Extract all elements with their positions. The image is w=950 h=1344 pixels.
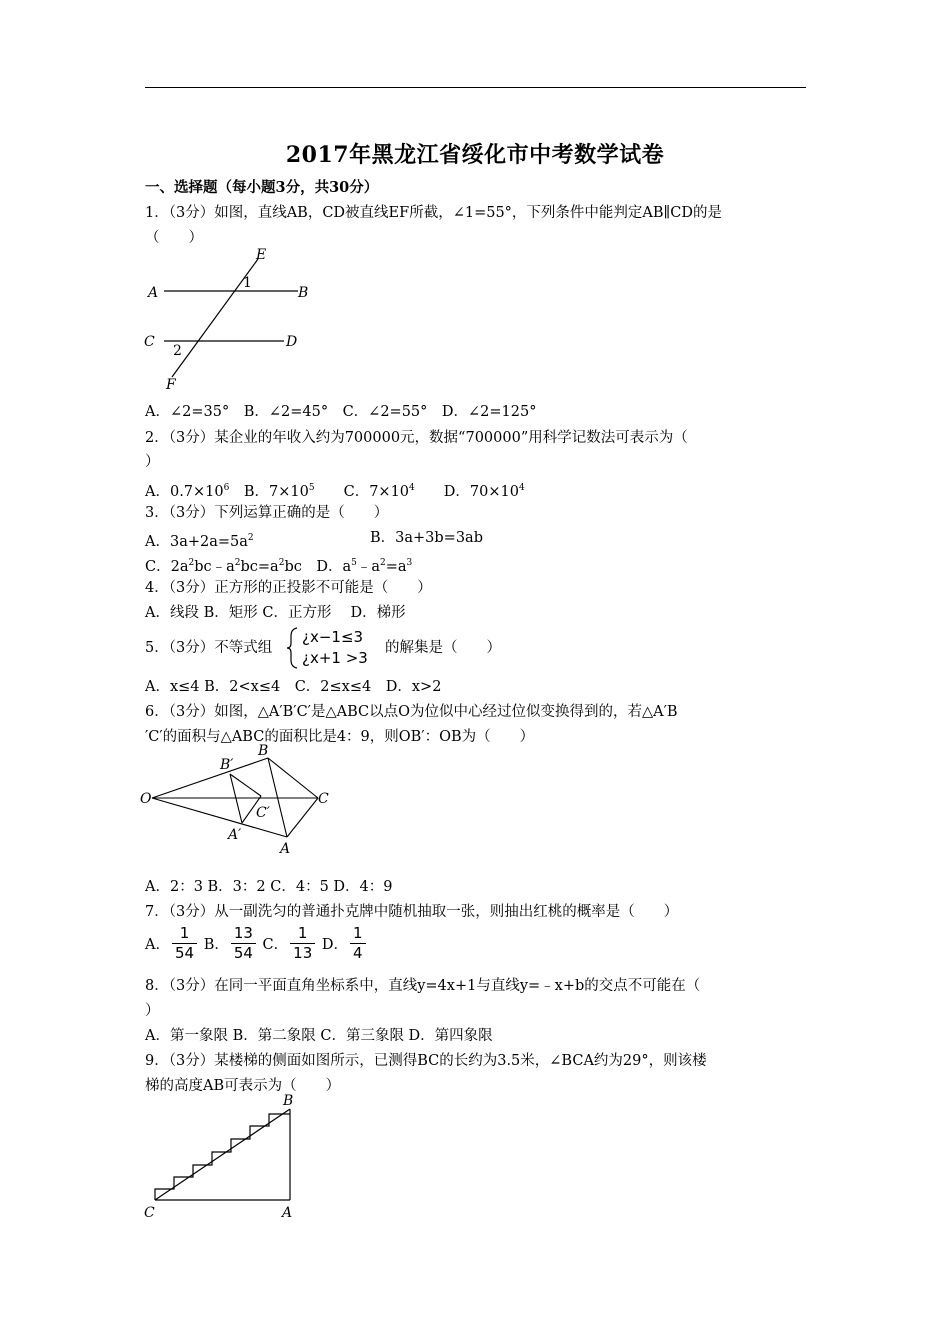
q6-label-b-prime: B′ [220, 757, 234, 773]
section-heading: 一、选择题（每小题3分，共30分） [145, 179, 379, 196]
q1-label-a: A [148, 285, 159, 301]
q6-label-o: O [140, 791, 152, 807]
q7-opt-c-label: C． [262, 937, 289, 953]
q7-stem: 7．（3分）从一副洗匀的普通扑克牌中随机抽取一张，则抽出红桃的概率是（ ） [145, 904, 679, 920]
q1-label-b: B [298, 285, 309, 301]
q7-opt-c-fraction [290, 924, 315, 963]
q5-row2: ¿x+1 >3 [302, 649, 368, 667]
q2-stem-cont: ） [145, 454, 160, 470]
q1-figure [140, 245, 320, 395]
q1-stem: 1．（3分）如图，直线AB，CD被直线EF所截，∠1=55°，下列条件中能判定AB∥CD的是 [145, 205, 722, 221]
q6-label-a-prime: A′ [228, 827, 242, 843]
q5-row1: ¿x−1≤3 [302, 628, 364, 646]
q8-options: A．第一象限 B．第二象限 C．第三象限 D．第四象限 [145, 1028, 493, 1044]
q4-options: A．线段 B．矩形 C．正方形 D．梯形 [145, 605, 406, 621]
q7-options [145, 924, 368, 963]
q3-opt-c4: bc [284, 559, 302, 575]
q7-opt-b-den: 54 [233, 944, 253, 962]
q2-opt-a: A．0.7×10 [145, 484, 224, 500]
q2-opt-c: C．7×10 [314, 484, 410, 500]
q2-opt-d-exp: 4 [518, 483, 525, 493]
q1-label-c: C [144, 334, 155, 350]
q8-stem-cont: ） [145, 1003, 160, 1019]
q7-opt-a-fraction [172, 924, 197, 963]
q7-opt-d-den: 4 [353, 944, 363, 962]
q1-label-angle1: 1 [243, 275, 252, 291]
q2-opt-b: B．7×10 [229, 484, 309, 500]
q3-opt-d3-exp: 3 [406, 558, 413, 568]
q3-opt-c2: bc﹣a [194, 559, 235, 575]
q7-opt-c-den: 13 [293, 944, 313, 962]
q9-stem: 9．（3分）某楼梯的侧面如图所示，已测得BC的长约为3.5米，∠BCA约为29°，则该楼 [145, 1053, 707, 1069]
q3-opt-c3-exp: 2 [278, 558, 285, 568]
q3-options-row1 [145, 528, 254, 552]
q9-label-a: A [282, 1205, 293, 1221]
q3-opt-d1: D．a [301, 559, 352, 575]
q3-opt-a-exp: 2 [247, 533, 254, 543]
q9-label-b: B [283, 1093, 294, 1109]
q4-stem: 4．（3分）正方形的正投影不可能是（ ） [145, 580, 432, 596]
page-title: 2017年黑龙江省绥化市中考数学试卷 [285, 142, 665, 168]
q7-opt-d-fraction [350, 924, 366, 963]
q8-stem: 8．（3分）在同一平面直角坐标系中，直线y=4x+1与直线y=﹣x+b的交点不可能在（ [145, 978, 701, 994]
q5-options: A．x≤4 B．2<x≤4 C．2≤x≤4 D．x>2 [145, 679, 442, 695]
q3-opt-b: B．3a+3b=3ab [370, 530, 483, 546]
q2-opt-d: D．70×10 [414, 484, 519, 500]
q1-label-angle2: 2 [173, 343, 182, 359]
q5-stem-tail: 的解集是（ ） [385, 640, 501, 656]
q9-stem-cont: 梯的高度AB可表示为（ ） [145, 1078, 341, 1094]
q6-label-c-prime: C′ [256, 805, 270, 821]
q7-opt-d-label: D． [321, 937, 348, 953]
q6-options: A．2：3 B．3：2 C．4：5 D．4：9 [145, 879, 393, 895]
q3-opt-d2-exp: 2 [380, 558, 386, 568]
q2-opt-c-exp: 4 [409, 483, 415, 493]
q7-opt-a-num: 1 [172, 924, 197, 944]
q1-label-f: F [166, 377, 176, 393]
q6-stem-cont: ′C′的面积与△ABC的面积比是4：9，则OB′：OB为（ ） [145, 729, 535, 745]
q6-label-c: C [318, 791, 329, 807]
q2-options [145, 478, 525, 502]
q3-stem: 3．（3分）下列运算正确的是（ ） [145, 505, 389, 521]
q1-stem-cont: （ ） [145, 230, 203, 246]
q3-opt-d3: =a [385, 559, 407, 575]
q3-opt-c1-exp: 2 [188, 558, 195, 568]
q2-opt-b-exp: 5 [308, 483, 315, 493]
q6-label-b: B [258, 743, 269, 759]
q1-label-d: D [286, 334, 298, 350]
q3-opt-c2-exp: 2 [234, 558, 241, 568]
q7-opt-a-den: 54 [174, 944, 195, 962]
q7-opt-b-label: B． [203, 937, 229, 953]
q1-options: A．∠2=35° B．∠2=45° C．∠2=55° D．∠2=125° [145, 404, 537, 420]
q7-opt-a-label: A． [145, 937, 170, 953]
q5-stem: 5．（3分）不等式组 [145, 640, 273, 656]
q5-brace [286, 627, 300, 669]
q7-opt-b-num: 13 [231, 924, 256, 944]
q9-label-c: C [144, 1205, 155, 1221]
q2-stem: 2．（3分）某企业的年收入约为700000元，数据“700000”用科学记数法可表示为（ [145, 430, 688, 446]
q7-opt-d-num: 1 [350, 924, 366, 944]
header-rule [145, 87, 806, 88]
q3-options-row2 [145, 553, 412, 577]
q6-label-a: A [280, 841, 291, 857]
q1-label-e: E [256, 247, 267, 263]
q3-opt-c1: C．2a [145, 559, 189, 575]
q3-opt-d2: ﹣a [356, 559, 381, 575]
q6-stem: 6．（3分）如图，△A′B′C′是△ABC以点O为位似中心经过位似变换得到的，若△A′B [145, 704, 678, 720]
q3-opt-c3: bc=a [240, 559, 279, 575]
q9-figure [140, 1092, 310, 1222]
q3-opt-d1-exp: 5 [351, 558, 357, 568]
q3-opt-a: A．3a+2a=5a [145, 534, 248, 550]
q6-figure [140, 745, 340, 860]
q7-opt-c-num: 1 [290, 924, 315, 944]
q2-opt-a-exp: 6 [223, 483, 230, 493]
q7-opt-b-fraction [231, 924, 256, 963]
